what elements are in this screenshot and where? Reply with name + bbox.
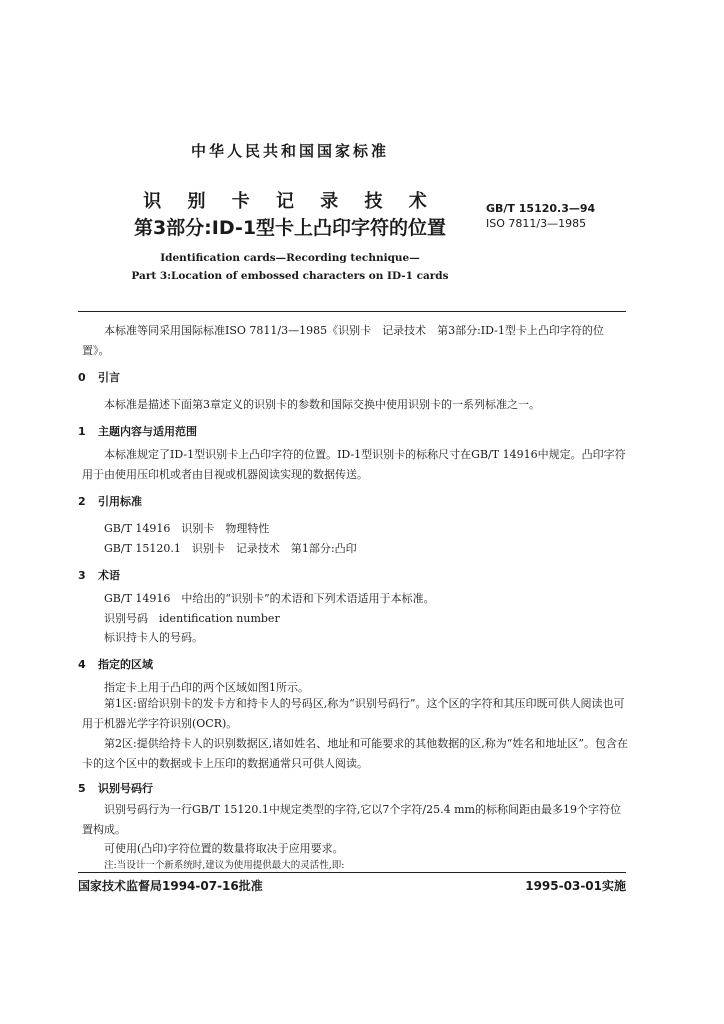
section-5-heading	[78, 780, 153, 796]
intro-paragraph: 本标准等同采用国际标准ISO 7811/3—1985《识别卡 记录技术 第3部分:ID-1型卡上凸印字符的位置》。	[82, 324, 604, 357]
gb-standard-code: GB/T 15120.3—94	[486, 202, 596, 215]
section-number: 2	[78, 495, 86, 508]
referenced-standard-2: GB/T 15120.1 识别卡 记录技术 第1部分:凸印	[104, 542, 357, 555]
terms-intro-line: GB/T 14916 中给出的“识别卡”的术语和下列术语适用于本标准。	[104, 592, 435, 605]
section-title: 引用标准	[98, 495, 142, 508]
footer-divider	[78, 872, 626, 873]
section-4-line1: 指定卡上用于凸印的两个区域如图1所示。	[104, 681, 309, 694]
section-4-zone1-paragraph: 第1区:留给识别卡的发卡方和持卡人的号码区,称为“识别号码行”。这个区的字符和其压印既可供人阅读也可用于机器光学字符识别(OCR)。	[82, 697, 625, 730]
section-4-zone2-paragraph: 第2区:提供给持卡人的识别数据区,诸如姓名、地址和可能要求的其他数据的区,称为“姓名和地址区”。包含在卡的这个区中的数据或卡上压印的数据通常只可供人阅读。	[82, 737, 628, 770]
iso-standard-code: ISO 7811/3—1985	[486, 217, 587, 230]
section-5-paragraph: 识别号码行为一行GB/T 15120.1中规定类型的字符,它以7个字符/25.4 mm的标称间距由最多19个字符位置构成。	[82, 803, 621, 836]
section-title: 识别号码行	[98, 782, 153, 795]
section-number: 4	[78, 658, 86, 671]
section-title: 主题内容与适用范围	[98, 425, 197, 438]
section-number: 1	[78, 425, 86, 438]
section-title: 引言	[98, 371, 120, 384]
section-3-heading	[78, 567, 120, 583]
section-number: 0	[78, 371, 86, 384]
term-identification-number: 识别号码 identification number	[104, 612, 280, 625]
national-standard-heading: 中华人民共和国国家标准	[190, 142, 389, 160]
section-4-heading	[78, 656, 153, 672]
section-number: 5	[78, 782, 86, 795]
section-number: 3	[78, 569, 86, 582]
term-definition: 标识持卡人的号码。	[104, 631, 203, 644]
referenced-standard-1: GB/T 14916 识别卡 物理特性	[104, 522, 270, 535]
section-0-paragraph: 本标准是描述下面第3章定义的识别卡的参数和国际交换中使用识别卡的一系列标准之一。	[104, 398, 540, 411]
header-divider	[78, 311, 626, 312]
section-title: 术语	[98, 569, 120, 582]
english-title-line2: Part 3:Location of embossed characters on ID-1 cards	[131, 270, 449, 282]
section-1-paragraph: 本标准规定了ID-1型识别卡上凸印字符的位置。ID-1型识别卡的标称尺寸在GB/T 14916中规定。凸印字符用于由使用压印机或者由目视或机器阅读实现的数据传送。	[82, 448, 626, 481]
section-5-line2: 可使用(凸印)字符位置的数量将取决于应用要求。	[104, 842, 344, 855]
implementation-date: 1995-03-01实施	[525, 879, 626, 893]
section-1-heading	[78, 423, 197, 439]
section-2-heading	[78, 493, 142, 509]
approval-date: 国家技术监督局1994-07-16批准	[78, 879, 263, 893]
section-5-note: 注:当设计一个新系统时,建议为使用提供最大的灵活性,即:	[104, 860, 345, 871]
document-title-line2: 第3部分:ID-1型卡上凸印字符的位置	[133, 217, 447, 239]
english-title-line1: Identification cards—Recording technique—	[160, 252, 420, 264]
section-title: 指定的区域	[98, 658, 153, 671]
document-title-line1: 识 别 卡 记 录 技 术	[143, 191, 437, 212]
section-0-heading	[78, 369, 120, 385]
